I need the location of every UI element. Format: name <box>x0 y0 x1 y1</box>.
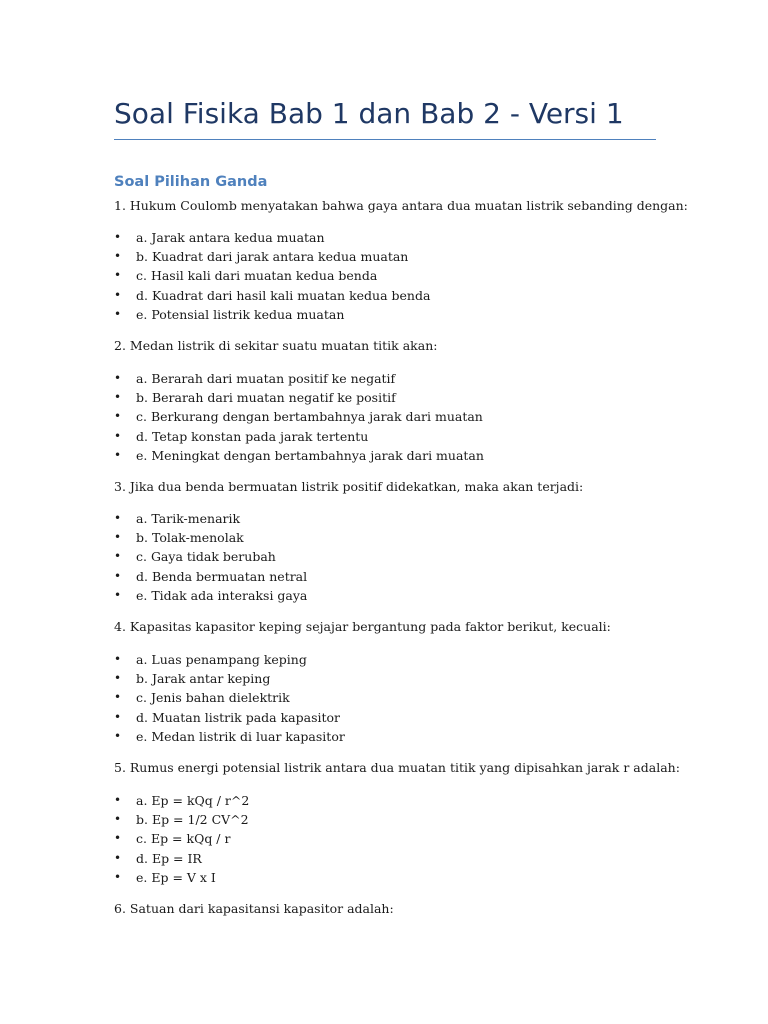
option-item <box>114 305 430 324</box>
option-label: b. Kuadrat dari jarak antara kedua muatan <box>136 249 409 265</box>
bullet-icon: • <box>114 549 122 564</box>
question-2-options <box>114 369 484 465</box>
document-title: Soal Fisika Bab 1 dan Bab 2 - Versi 1 <box>114 97 624 130</box>
question-1: 1. Hukum Coulomb menyatakan bahwa gaya antara dua muatan listrik sebanding dengan: <box>114 198 688 213</box>
option-label: c. Gaya tidak berubah <box>136 549 276 565</box>
question-4-options <box>114 650 345 746</box>
option-item <box>114 586 307 605</box>
option-item <box>114 829 249 848</box>
option-item <box>114 528 307 547</box>
bullet-icon: • <box>114 587 122 602</box>
option-item <box>114 708 345 727</box>
option-label: c. Berkurang dengan bertambahnya jarak dari muatan <box>136 409 483 425</box>
section-heading: Soal Pilihan Ganda <box>114 174 268 190</box>
bullet-icon: • <box>114 869 122 884</box>
question-3: 3. Jika dua benda bermuatan listrik positif didekatkan, maka akan terjadi: <box>114 479 584 494</box>
question-6: 6. Satuan dari kapasitansi kapasitor adalah: <box>114 901 394 916</box>
option-item <box>114 688 345 707</box>
bullet-icon: • <box>114 390 122 405</box>
option-label: a. Tarik-menarik <box>136 511 241 526</box>
option-label: e. Medan listrik di luar kapasitor <box>136 728 345 744</box>
option-item <box>114 388 484 407</box>
option-label: a. Jarak antara kedua muatan <box>136 230 325 245</box>
option-label: b. Tolak-menolak <box>136 530 244 546</box>
bullet-icon: • <box>114 230 122 244</box>
question-1-options <box>114 228 430 324</box>
bullet-icon: • <box>114 671 122 686</box>
bullet-icon: • <box>114 652 122 666</box>
option-item <box>114 849 249 868</box>
option-item <box>114 547 307 566</box>
option-item <box>114 727 345 746</box>
question-2: 2. Medan listrik di sekitar suatu muatan titik akan: <box>114 338 438 353</box>
option-label: c. Jenis bahan dielektrik <box>136 690 290 706</box>
bullet-icon: • <box>114 728 122 743</box>
bullet-icon: • <box>114 287 122 302</box>
option-label: b. Jarak antar keping <box>136 671 271 687</box>
bullet-icon: • <box>114 409 122 424</box>
option-label: d. Benda bermuatan netral <box>136 568 308 584</box>
question-4: 4. Kapasitas kapasitor keping sejajar bergantung pada faktor berikut, kecuali: <box>114 619 611 634</box>
option-label: a. Ep = kQq / r^2 <box>136 793 250 808</box>
option-item <box>114 228 430 247</box>
option-label: d. Ep = IR <box>136 850 202 866</box>
bullet-icon: • <box>114 709 122 724</box>
option-item <box>114 369 484 388</box>
question-5-options <box>114 791 249 887</box>
bullet-icon: • <box>114 850 122 865</box>
option-item <box>114 286 430 305</box>
option-item <box>114 407 484 426</box>
option-item <box>114 650 345 669</box>
bullet-icon: • <box>114 447 122 462</box>
bullet-icon: • <box>114 793 122 807</box>
option-item <box>114 266 430 285</box>
title-divider <box>114 139 656 140</box>
option-label: b. Berarah dari muatan negatif ke positif <box>136 390 396 406</box>
bullet-icon: • <box>114 690 122 705</box>
option-label: e. Tidak ada interaksi gaya <box>136 587 308 603</box>
bullet-icon: • <box>114 511 122 525</box>
option-item <box>114 247 430 266</box>
option-label: a. Luas penampang keping <box>136 652 307 667</box>
option-item <box>114 868 249 887</box>
option-label: e. Potensial listrik kedua muatan <box>136 306 345 322</box>
option-item <box>114 669 345 688</box>
bullet-icon: • <box>114 831 122 846</box>
option-label: a. Berarah dari muatan positif ke negatif <box>136 371 396 386</box>
option-item <box>114 509 307 528</box>
bullet-icon: • <box>114 812 122 827</box>
bullet-icon: • <box>114 371 122 385</box>
question-5: 5. Rumus energi potensial listrik antara dua muatan titik yang dipisahkan jarak r adalah: <box>114 760 680 775</box>
option-item <box>114 810 249 829</box>
question-3-options <box>114 509 307 605</box>
bullet-icon: • <box>114 306 122 321</box>
option-item <box>114 446 484 465</box>
option-label: b. Ep = 1/2 CV^2 <box>136 812 249 828</box>
bullet-icon: • <box>114 530 122 545</box>
option-label: e. Ep = V x I <box>136 869 216 885</box>
option-label: c. Hasil kali dari muatan kedua benda <box>136 268 378 284</box>
option-item <box>114 791 249 810</box>
bullet-icon: • <box>114 428 122 443</box>
bullet-icon: • <box>114 249 122 264</box>
option-label: d. Tetap konstan pada jarak tertentu <box>136 428 369 444</box>
option-label: c. Ep = kQq / r <box>136 831 231 847</box>
bullet-icon: • <box>114 568 122 583</box>
bullet-icon: • <box>114 268 122 283</box>
option-item <box>114 567 307 586</box>
option-item <box>114 427 484 446</box>
option-label: e. Meningkat dengan bertambahnya jarak dari muatan <box>136 447 484 463</box>
option-label: d. Kuadrat dari hasil kali muatan kedua benda <box>136 287 431 303</box>
option-label: d. Muatan listrik pada kapasitor <box>136 709 341 725</box>
